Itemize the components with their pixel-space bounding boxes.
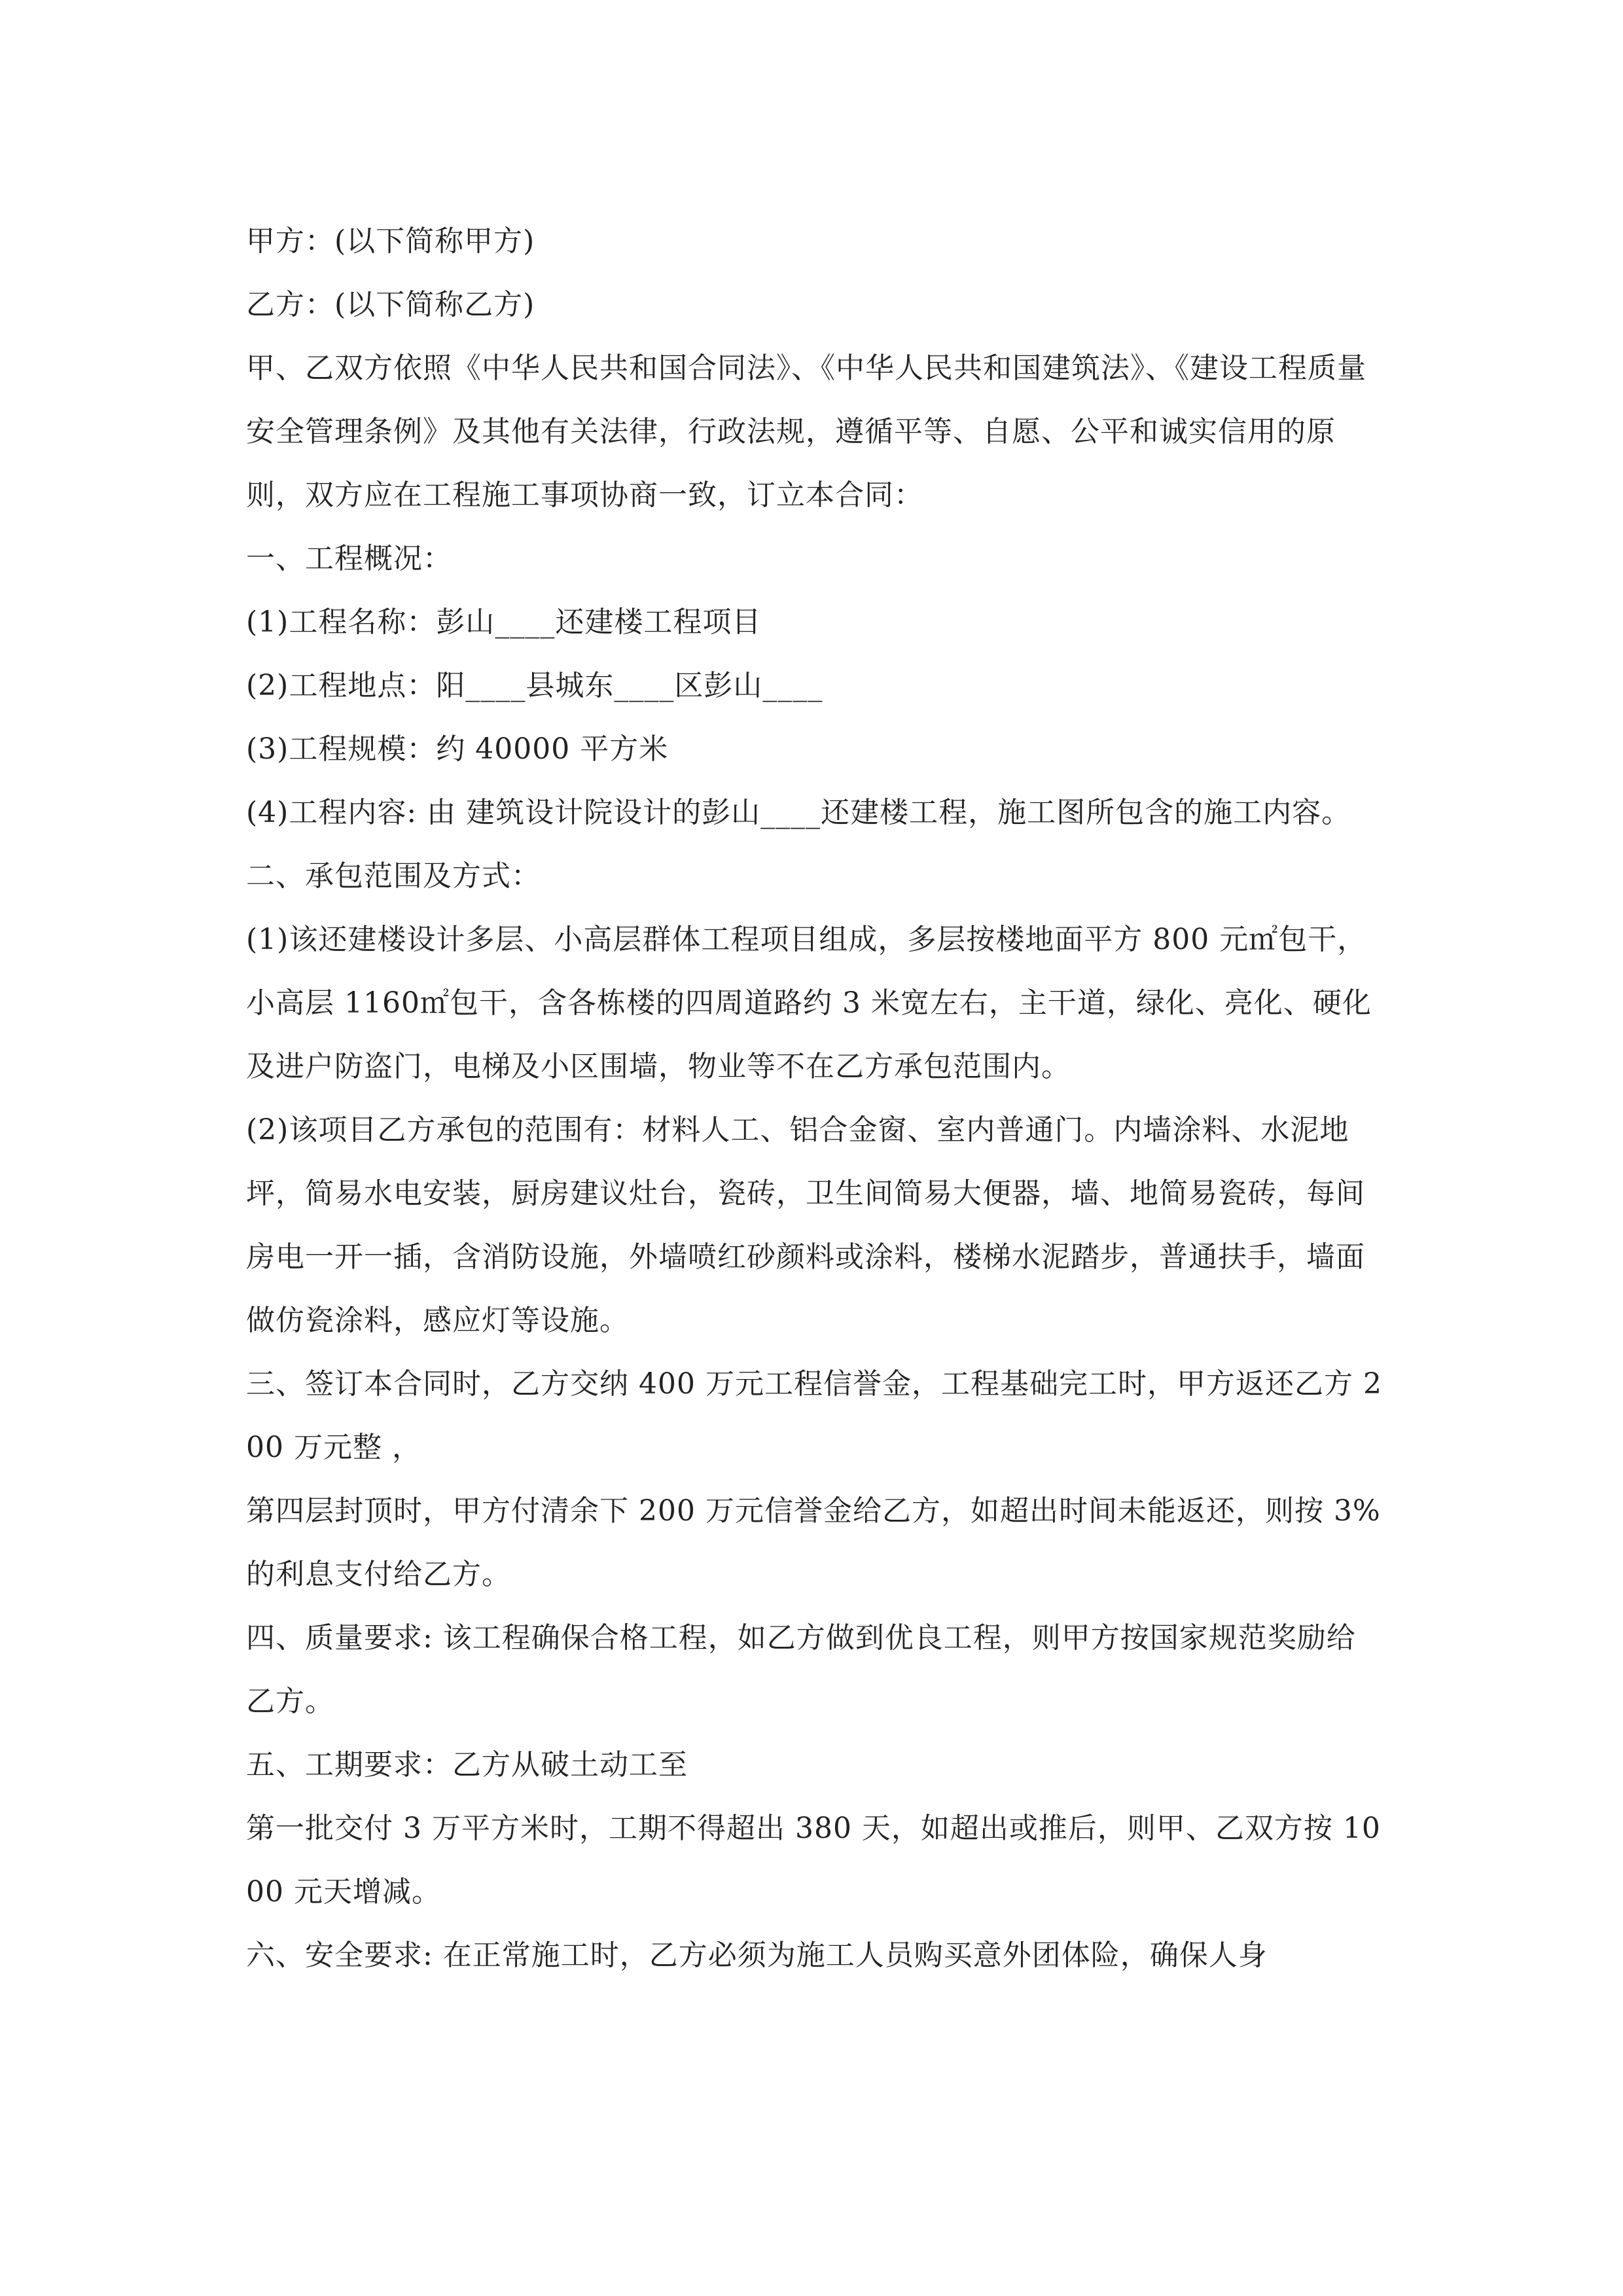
contract-body <box>246 209 1385 1987</box>
section-5-continuation-paragraph: 第一批交付 3 万平方米时，工期不得超出 380 天，如超出或推后，则甲、乙双方按 1000 元天增减。 <box>246 1812 1381 1909</box>
preamble-paragraph: 甲、乙双方依照《中华人民共和国合同法》、《中华人民共和国建筑法》、《建设工程质量安全管理条例》及其他有关法律，行政法规，遵循平等、自愿、公平和诚实信用的原则，双方应在工程施工事项协商一致，订立本合同： <box>246 351 1366 512</box>
section-5-heading-line: 五、工期要求：乙方从破土动工至 <box>246 1748 688 1782</box>
section-3-paragraph: 三、签订本合同时，乙方交纳 400 万元工程信誉金，工程基础完工时，甲方返还乙方 200 万元整 ， <box>246 1367 1382 1464</box>
section-1-heading: 一、工程概况： <box>246 542 452 575</box>
project-content-paragraph: (4)工程内容: 由 建筑设计院设计的彭山____还建楼工程，施工图所包含的施工内容。 <box>246 796 1351 829</box>
scope-item-2-paragraph: (2)该项目乙方承包的范围有：材料人工、铝合金窗、室内普通门。内墙涂料、水泥地坪，简易水电安装，厨房建议灶台，瓷砖，卫生间简易大便器，墙、地简易瓷砖，每间房电一开一插，含消防设施，外墙喷红砂颜料或涂料，楼梯水泥踏步，普通扶手，墙面做仿瓷涂料，感应灯等设施。 <box>246 1113 1365 1337</box>
section-4-paragraph: 四、质量要求: 该工程确保合格工程，如乙方做到优良工程，则甲方按国家规范奖励给乙方。 <box>246 1621 1356 1718</box>
project-scale-line: (3)工程规模：约 40000 平方米 <box>246 732 669 766</box>
party-b-line: 乙方：(以下简称乙方) <box>246 288 535 321</box>
project-name-line: (1)工程名称：彭山____还建楼工程项目 <box>246 605 762 639</box>
section-3-continuation-paragraph: 第四层封顶时，甲方付清余下 200 万元信誉金给乙方，如超出时间未能返还，则按 3%的利息支付给乙方。 <box>246 1494 1381 1591</box>
project-location-line: (2)工程地点：阳____县城东____区彭山____ <box>246 669 823 702</box>
section-6-paragraph: 六、安全要求: 在正常施工时，乙方必须为施工人员购买意外团体险，确保人身 <box>246 1939 1268 1972</box>
section-2-heading: 二、承包范围及方式： <box>246 859 541 893</box>
party-a-line: 甲方：(以下简称甲方) <box>246 224 535 258</box>
scope-item-1-paragraph: (1)该还建楼设计多层、小高层群体工程项目组成，多层按楼地面平方 800 元㎡包干，小高层 1160㎡包干，含各栋楼的四周道路约 3 米宽左右，主干道，绿化、亮化、硬化及进户防盗门，电梯及小区围墙，物业等不在乙方承包范围内。 <box>246 923 1372 1083</box>
